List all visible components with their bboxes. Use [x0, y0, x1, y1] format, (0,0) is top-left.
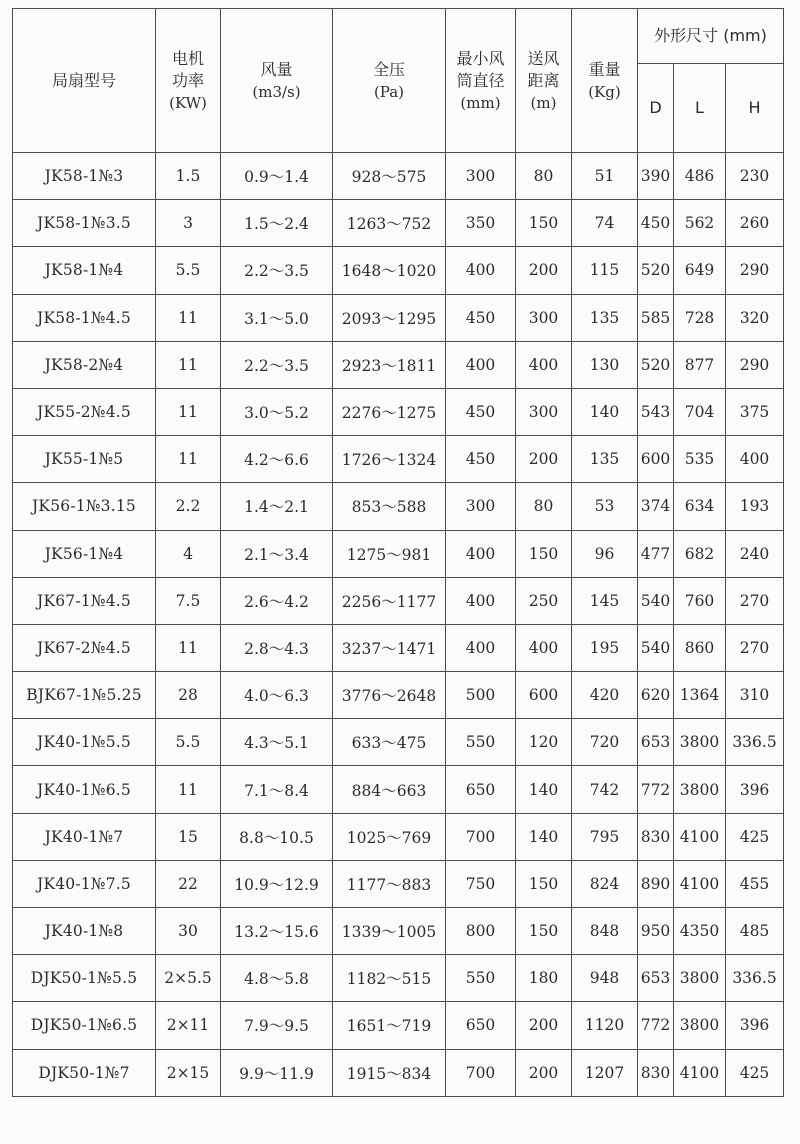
cell-min-duct: 650: [446, 766, 516, 813]
cell-airflow: 7.9～9.5: [221, 1002, 333, 1049]
cell-power: 4: [156, 530, 221, 577]
cell-weight: 74: [572, 200, 638, 247]
cell-power: 2×15: [156, 1049, 221, 1096]
header-pressure: [333, 9, 446, 153]
cell-dim-h: 400: [726, 436, 784, 483]
cell-min-duct: 550: [446, 719, 516, 766]
cell-dim-h: 270: [726, 624, 784, 671]
cell-model: JK55-2№4.5: [13, 388, 156, 435]
cell-weight: 795: [572, 813, 638, 860]
cell-weight: 115: [572, 247, 638, 294]
fan-spec-table: [12, 8, 784, 1097]
header-distance-line1: 送风: [527, 48, 560, 68]
table-row: [13, 200, 784, 247]
cell-dim-d: 653: [638, 719, 674, 766]
cell-dim-d: 374: [638, 483, 674, 530]
table-row: [13, 766, 784, 813]
cell-airflow: 2.8～4.3: [221, 624, 333, 671]
cell-airflow: 3.1～5.0: [221, 294, 333, 341]
cell-pressure: 3776～2648: [333, 672, 446, 719]
cell-power: 11: [156, 624, 221, 671]
cell-distance: 300: [516, 294, 572, 341]
table-row: [13, 436, 784, 483]
cell-min-duct: 400: [446, 577, 516, 624]
cell-dim-l: 562: [674, 200, 726, 247]
cell-pressure: 1182～515: [333, 955, 446, 1002]
cell-model: JK40-1№7: [13, 813, 156, 860]
cell-weight: 145: [572, 577, 638, 624]
cell-model: JK58-2№4: [13, 341, 156, 388]
table-row: [13, 388, 784, 435]
cell-model: JK55-1№5: [13, 436, 156, 483]
cell-power: 2×11: [156, 1002, 221, 1049]
header-power: [156, 9, 221, 153]
cell-airflow: 9.9～11.9: [221, 1049, 333, 1096]
cell-dim-d: 390: [638, 153, 674, 200]
cell-model: BJK67-1№5.25: [13, 672, 156, 719]
cell-airflow: 8.8～10.5: [221, 813, 333, 860]
cell-dim-d: 600: [638, 436, 674, 483]
cell-min-duct: 450: [446, 436, 516, 483]
cell-weight: 848: [572, 908, 638, 955]
cell-weight: 720: [572, 719, 638, 766]
cell-dim-h: 290: [726, 247, 784, 294]
cell-airflow: 4.3～5.1: [221, 719, 333, 766]
cell-model: JK40-1№6.5: [13, 766, 156, 813]
cell-dim-l: 860: [674, 624, 726, 671]
cell-pressure: 1915～834: [333, 1049, 446, 1096]
cell-airflow: 1.4～2.1: [221, 483, 333, 530]
header-distance-unit: (m): [530, 93, 557, 112]
cell-power: 5.5: [156, 247, 221, 294]
cell-power: 3: [156, 200, 221, 247]
cell-min-duct: 450: [446, 388, 516, 435]
cell-weight: 742: [572, 766, 638, 813]
cell-dim-l: 877: [674, 341, 726, 388]
cell-min-duct: 400: [446, 530, 516, 577]
cell-airflow: 4.0～6.3: [221, 672, 333, 719]
table-row: [13, 577, 784, 624]
cell-dim-h: 310: [726, 672, 784, 719]
cell-distance: 400: [516, 624, 572, 671]
cell-pressure: 1726～1324: [333, 436, 446, 483]
table-row: [13, 247, 784, 294]
header-model-label: 局扇型号: [51, 70, 116, 90]
cell-model: JK40-1№5.5: [13, 719, 156, 766]
cell-dim-h: 230: [726, 153, 784, 200]
cell-dim-d: 830: [638, 813, 674, 860]
cell-pressure: 2923～1811: [333, 341, 446, 388]
cell-pressure: 1275～981: [333, 530, 446, 577]
table-row: [13, 1049, 784, 1096]
cell-airflow: 2.2～3.5: [221, 247, 333, 294]
header-min-duct: [446, 9, 516, 153]
header-weight-label: 重量: [588, 59, 621, 79]
cell-dim-d: 653: [638, 955, 674, 1002]
header-weight: [572, 9, 638, 153]
cell-distance: 600: [516, 672, 572, 719]
cell-dim-h: 240: [726, 530, 784, 577]
cell-model: JK58-1№3.5: [13, 200, 156, 247]
cell-dim-l: 3800: [674, 1002, 726, 1049]
table-row: [13, 672, 784, 719]
cell-dim-d: 520: [638, 247, 674, 294]
cell-weight: 135: [572, 294, 638, 341]
cell-weight: 96: [572, 530, 638, 577]
cell-weight: 53: [572, 483, 638, 530]
cell-min-duct: 800: [446, 908, 516, 955]
cell-power: 2.2: [156, 483, 221, 530]
cell-model: JK67-2№4.5: [13, 624, 156, 671]
cell-dim-d: 585: [638, 294, 674, 341]
cell-dim-l: 728: [674, 294, 726, 341]
cell-distance: 140: [516, 766, 572, 813]
cell-dim-d: 772: [638, 1002, 674, 1049]
cell-dim-h: 396: [726, 766, 784, 813]
cell-distance: 120: [516, 719, 572, 766]
cell-min-duct: 550: [446, 955, 516, 1002]
cell-power: 28: [156, 672, 221, 719]
cell-airflow: 2.1～3.4: [221, 530, 333, 577]
cell-distance: 150: [516, 200, 572, 247]
header-distance: [516, 9, 572, 153]
cell-distance: 400: [516, 341, 572, 388]
cell-weight: 1120: [572, 1002, 638, 1049]
cell-model: JK40-1№8: [13, 908, 156, 955]
table-body: [13, 153, 784, 1097]
cell-min-duct: 750: [446, 860, 516, 907]
table-header: [13, 9, 784, 153]
cell-dim-l: 1364: [674, 672, 726, 719]
cell-power: 15: [156, 813, 221, 860]
header-dim-l: L: [674, 64, 726, 153]
cell-airflow: 3.0～5.2: [221, 388, 333, 435]
table-row: [13, 341, 784, 388]
cell-pressure: 3237～1471: [333, 624, 446, 671]
cell-pressure: 2256～1177: [333, 577, 446, 624]
cell-dim-l: 634: [674, 483, 726, 530]
cell-power: 22: [156, 860, 221, 907]
cell-airflow: 1.5～2.4: [221, 200, 333, 247]
cell-min-duct: 350: [446, 200, 516, 247]
cell-dim-l: 760: [674, 577, 726, 624]
cell-power: 1.5: [156, 153, 221, 200]
table-row: [13, 719, 784, 766]
header-power-line1: 电机: [171, 48, 204, 68]
cell-dim-h: 260: [726, 200, 784, 247]
cell-model: JK58-1№4: [13, 247, 156, 294]
cell-min-duct: 400: [446, 341, 516, 388]
cell-dim-l: 535: [674, 436, 726, 483]
cell-min-duct: 300: [446, 153, 516, 200]
cell-weight: 140: [572, 388, 638, 435]
cell-pressure: 1339～1005: [333, 908, 446, 955]
header-airflow-unit: (m3/s): [252, 82, 301, 101]
header-pressure-unit: (Pa): [373, 82, 405, 101]
header-model: [13, 9, 156, 153]
cell-dim-h: 336.5: [726, 955, 784, 1002]
cell-dim-l: 4100: [674, 813, 726, 860]
cell-dim-l: 4100: [674, 1049, 726, 1096]
cell-power: 11: [156, 766, 221, 813]
header-airflow-label: 风量: [260, 59, 293, 79]
cell-airflow: 7.1～8.4: [221, 766, 333, 813]
cell-dim-h: 336.5: [726, 719, 784, 766]
table-row: [13, 624, 784, 671]
header-dimensions-label: 外形尺寸 (mm): [654, 26, 767, 45]
cell-weight: 195: [572, 624, 638, 671]
cell-dim-h: 270: [726, 577, 784, 624]
cell-model: JK58-1№3: [13, 153, 156, 200]
cell-dim-d: 540: [638, 624, 674, 671]
cell-weight: 130: [572, 341, 638, 388]
cell-weight: 948: [572, 955, 638, 1002]
table-row: [13, 860, 784, 907]
header-min-duct-line2: 筒直径: [456, 70, 505, 90]
cell-pressure: 1263～752: [333, 200, 446, 247]
cell-pressure: 1651～719: [333, 1002, 446, 1049]
cell-min-duct: 650: [446, 1002, 516, 1049]
cell-distance: 200: [516, 436, 572, 483]
cell-dim-h: 425: [726, 813, 784, 860]
cell-dim-l: 649: [674, 247, 726, 294]
table-row: [13, 955, 784, 1002]
header-weight-unit: (Kg): [588, 82, 621, 101]
cell-min-duct: 700: [446, 813, 516, 860]
table-row: [13, 908, 784, 955]
cell-dim-d: 620: [638, 672, 674, 719]
cell-weight: 135: [572, 436, 638, 483]
cell-airflow: 4.8～5.8: [221, 955, 333, 1002]
cell-pressure: 2093～1295: [333, 294, 446, 341]
cell-min-duct: 400: [446, 247, 516, 294]
header-power-unit: (KW): [169, 93, 207, 112]
cell-distance: 150: [516, 908, 572, 955]
header-distance-line2: 距离: [527, 70, 560, 90]
cell-dim-d: 477: [638, 530, 674, 577]
cell-airflow: 10.9～12.9: [221, 860, 333, 907]
cell-airflow: 13.2～15.6: [221, 908, 333, 955]
cell-model: JK56-1№4: [13, 530, 156, 577]
cell-distance: 150: [516, 860, 572, 907]
cell-min-duct: 450: [446, 294, 516, 341]
table-row: [13, 153, 784, 200]
cell-dim-d: 520: [638, 341, 674, 388]
header-dim-d: D: [638, 64, 674, 153]
cell-dim-d: 830: [638, 1049, 674, 1096]
cell-dim-l: 682: [674, 530, 726, 577]
cell-min-duct: 500: [446, 672, 516, 719]
cell-model: DJK50-1№7: [13, 1049, 156, 1096]
cell-airflow: 2.2～3.5: [221, 341, 333, 388]
table-row: [13, 530, 784, 577]
cell-power: 11: [156, 294, 221, 341]
cell-dim-d: 543: [638, 388, 674, 435]
cell-pressure: 928～575: [333, 153, 446, 200]
cell-dim-h: 396: [726, 1002, 784, 1049]
cell-dim-d: 772: [638, 766, 674, 813]
header-dimensions: [638, 9, 784, 64]
table-row: [13, 1002, 784, 1049]
cell-dim-d: 950: [638, 908, 674, 955]
cell-weight: 1207: [572, 1049, 638, 1096]
cell-pressure: 884～663: [333, 766, 446, 813]
cell-pressure: 2276～1275: [333, 388, 446, 435]
cell-power: 11: [156, 388, 221, 435]
cell-weight: 51: [572, 153, 638, 200]
cell-dim-l: 4100: [674, 860, 726, 907]
cell-pressure: 1648～1020: [333, 247, 446, 294]
cell-dim-d: 890: [638, 860, 674, 907]
cell-weight: 420: [572, 672, 638, 719]
cell-power: 5.5: [156, 719, 221, 766]
header-dim-h: H: [726, 64, 784, 153]
cell-airflow: 2.6～4.2: [221, 577, 333, 624]
cell-dim-h: 290: [726, 341, 784, 388]
cell-distance: 180: [516, 955, 572, 1002]
cell-pressure: 633～475: [333, 719, 446, 766]
cell-dim-h: 425: [726, 1049, 784, 1096]
cell-model: JK58-1№4.5: [13, 294, 156, 341]
cell-min-duct: 400: [446, 624, 516, 671]
cell-dim-d: 540: [638, 577, 674, 624]
cell-dim-h: 375: [726, 388, 784, 435]
cell-dim-h: 193: [726, 483, 784, 530]
cell-model: DJK50-1№6.5: [13, 1002, 156, 1049]
cell-pressure: 1177～883: [333, 860, 446, 907]
cell-dim-l: 3800: [674, 766, 726, 813]
cell-distance: 150: [516, 530, 572, 577]
table-row: [13, 294, 784, 341]
header-airflow: [221, 9, 333, 153]
cell-distance: 250: [516, 577, 572, 624]
cell-model: JK40-1№7.5: [13, 860, 156, 907]
cell-airflow: 0.9～1.4: [221, 153, 333, 200]
cell-dim-d: 450: [638, 200, 674, 247]
cell-dim-h: 485: [726, 908, 784, 955]
header-min-duct-unit: (mm): [460, 93, 501, 112]
cell-dim-h: 455: [726, 860, 784, 907]
cell-distance: 80: [516, 483, 572, 530]
cell-weight: 824: [572, 860, 638, 907]
cell-distance: 200: [516, 1049, 572, 1096]
table-row: [13, 483, 784, 530]
header-pressure-label: 全压: [372, 59, 405, 79]
cell-min-duct: 700: [446, 1049, 516, 1096]
cell-distance: 200: [516, 247, 572, 294]
header-min-duct-line1: 最小风: [456, 48, 505, 68]
header-power-line2: 功率: [171, 70, 204, 90]
cell-model: DJK50-1№5.5: [13, 955, 156, 1002]
cell-dim-h: 320: [726, 294, 784, 341]
cell-dim-l: 3800: [674, 719, 726, 766]
cell-dim-l: 4350: [674, 908, 726, 955]
cell-dim-l: 486: [674, 153, 726, 200]
cell-distance: 300: [516, 388, 572, 435]
cell-distance: 80: [516, 153, 572, 200]
cell-model: JK56-1№3.15: [13, 483, 156, 530]
cell-power: 11: [156, 341, 221, 388]
cell-min-duct: 300: [446, 483, 516, 530]
cell-dim-l: 3800: [674, 955, 726, 1002]
cell-pressure: 1025～769: [333, 813, 446, 860]
cell-power: 7.5: [156, 577, 221, 624]
cell-dim-l: 704: [674, 388, 726, 435]
cell-airflow: 4.2～6.6: [221, 436, 333, 483]
cell-power: 11: [156, 436, 221, 483]
cell-power: 2×5.5: [156, 955, 221, 1002]
cell-model: JK67-1№4.5: [13, 577, 156, 624]
cell-power: 30: [156, 908, 221, 955]
cell-distance: 200: [516, 1002, 572, 1049]
cell-pressure: 853～588: [333, 483, 446, 530]
cell-distance: 140: [516, 813, 572, 860]
table-row: [13, 813, 784, 860]
